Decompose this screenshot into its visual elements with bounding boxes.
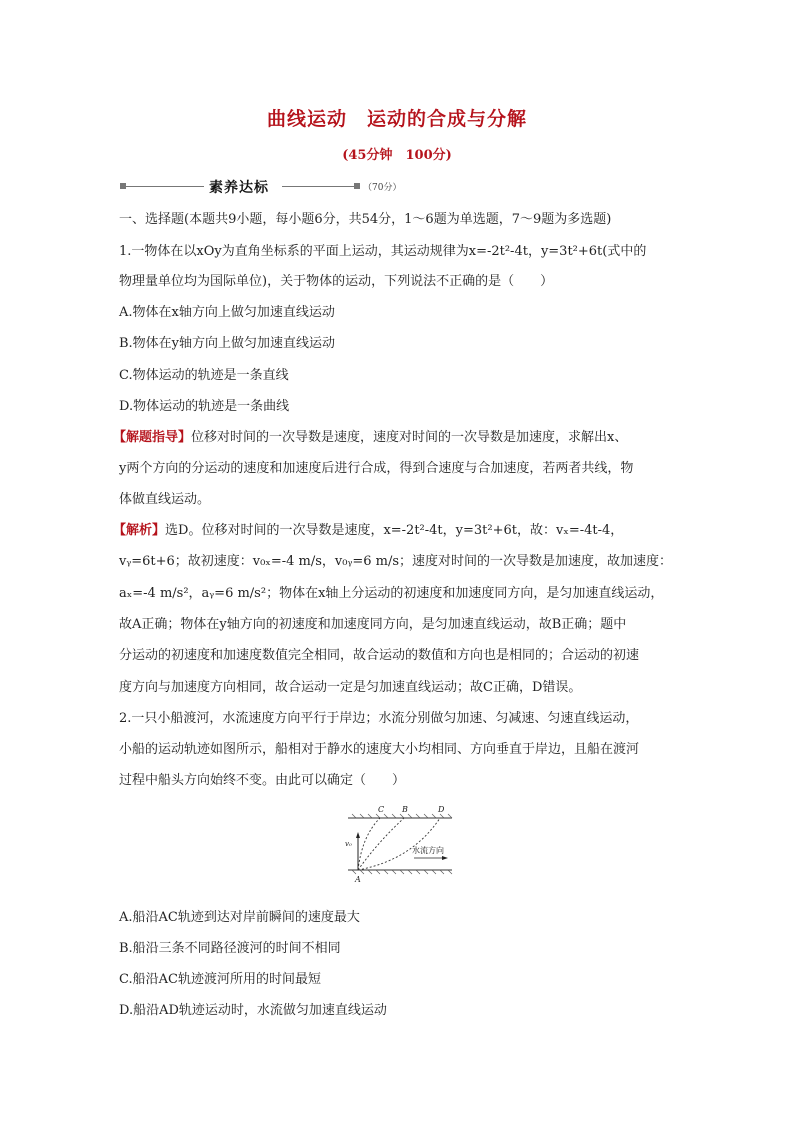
label-a: A [355,875,361,884]
q2-stem-line3: 过程中船头方向始终不变。由此可以确定（ ） [119,773,406,788]
label-v0: v₀ [345,840,352,848]
far-bank-hatch [352,814,452,818]
q2-stem-line1: 2.一只小船渡河，水流速度方向平行于岸边；水流分别做匀加速、匀减速、匀速直线运动， [119,711,639,726]
section-label: 素养达标 [209,180,269,196]
q1-option-a: A.物体在x轴方向上做匀加速直线运动 [119,305,335,320]
q1-guide-line2: y两个方向的分运动的速度和加速度后进行合成，得到合速度与合加速度，若两者共线，物 [119,461,634,476]
page-title: 曲线运动 运动的合成与分解 [266,108,527,130]
q1-analysis-line6: 度方向与加速度方向相同，故合运动一定是匀加速直线运动；故C正确，D错误。 [119,680,582,695]
q1-option-d: D.物体运动的轨迹是一条曲线 [119,399,290,414]
part-heading: 一、选择题(本题共9小题，每小题6分，共54分，1～6题为单选题，7～9题为多选题) [119,212,612,227]
v0-arrow-head-icon [356,832,360,838]
river-crossing-figure [340,800,460,890]
section-points: （70分） [363,183,402,193]
trajectory-ac [358,818,380,870]
q1-analysis-line4: 故A正确；物体在y轴方向的初速度和加速度同方向，是匀加速直线运动，故B正确；题中 [119,617,627,632]
analysis-tag: 【解析】 [113,523,166,538]
section-right-dot-icon [354,183,360,189]
section-right-rule [282,186,354,187]
analysis-text: 选D。位移对时间的一次导数是速度，x=-2t²-4t，y=3t²+6t，故：vₓ=-4t-4， [165,523,624,538]
q1-analysis-line3: aₓ=-4 m/s²，aᵧ=6 m/s²；物体在x轴上分运动的初速度和加速度同方向，是匀加速直线运动， [119,586,664,601]
guide-text: 位移对时间的一次导数是速度，速度对时间的一次导数是加速度，求解出x、 [191,430,628,445]
label-b: B [402,805,408,814]
q2-option-a: A.船沿AC轨迹到达对岸前瞬间的速度最大 [119,910,360,925]
q1-option-c: C.物体运动的轨迹是一条直线 [119,368,289,383]
q1-analysis-line1 [113,519,623,538]
label-c: C [378,805,385,814]
guide-tag: 【解题指导】 [113,430,192,445]
section-left-rule [126,186,204,187]
q1-option-b: B.物体在y轴方向上做匀加速直线运动 [119,336,336,351]
q1-analysis-line5: 分运动的初速度和加速度数值完全相同，故合运动的数值和方向也是相同的；合运动的初速 [119,648,640,663]
q1-guide-line3: 体做直线运动。 [119,492,211,507]
flow-direction-label: 水流方向 [412,846,444,855]
q1-analysis-line2: vᵧ=6t+6；故初速度：v₀ₓ=-4 m/s，v₀ᵧ=6 m/s；速度对时间的一次导数是加速度，故加速度： [119,554,673,569]
trajectory-ad [358,818,440,870]
page-subtitle: (45分钟 100分) [342,148,452,163]
q1-stem-line2: 物理量单位均为国际单位)，关于物体的运动，下列说法不正确的是（ ） [119,274,554,289]
label-d: D [438,805,445,814]
q2-option-c: C.船沿AC轨迹渡河所用的时间最短 [119,972,321,987]
q1-stem-line1: 1.一物体在以xOy为直角坐标系的平面上运动，其运动规律为x=-2t²-4t，y=3t²+6t(式中的 [119,244,647,259]
q2-stem-line2: 小船的运动轨迹如图所示，船相对于静水的速度大小均相同、方向垂直于岸边，且船在渡河 [119,742,640,757]
trajectory-ab [358,818,404,870]
near-bank-hatch [352,870,452,874]
flow-arrow-head-icon [442,856,448,860]
q2-option-b: B.船沿三条不同路径渡河的时间不相同 [119,941,341,956]
q2-option-d: D.船沿AD轨迹运动时，水流做匀加速直线运动 [119,1003,387,1018]
section-header [120,176,440,196]
q1-guide-line1 [113,426,627,445]
